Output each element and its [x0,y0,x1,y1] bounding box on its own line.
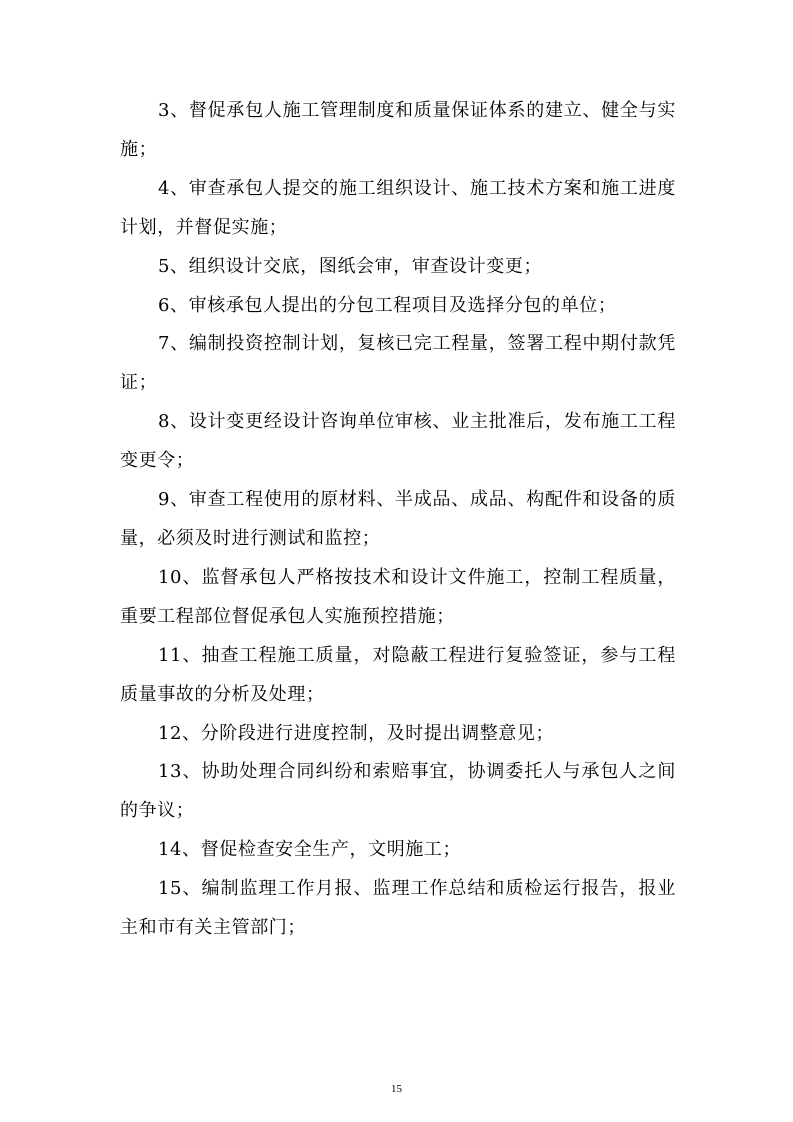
document-body [120,92,676,948]
list-item: 12、分阶段进行进度控制，及时提出调整意见； [158,722,555,744]
list-item: 9、审查工程使用的原材料、半成品、成品、构配件和设备的质量，必须及时进行测试和监控； [120,489,676,549]
list-item: 7、编制投资控制计划，复核已完工程量，签署工程中期付款凭证； [120,333,676,394]
list-item: 10、监督承包人严格按技术和设计文件施工，控制工程质量，重要工程部位督促承包人实施预控措施； [120,566,676,627]
list-item: 13、协助处理合同纠纷和索赔事宜，协调委托人与承包人之间的争议； [120,761,676,822]
list-item: 15、编制监理工作月报、监理工作总结和质检运行报告，报业主和市有关主管部门； [120,878,676,939]
list-item: 5、组织设计交底，图纸会审，审查设计变更； [158,255,543,277]
list-item: 3、督促承包人施工管理制度和质量保证体系的建立、健全与实施； [120,100,676,160]
list-item: 11、抽查工程施工质量，对隐蔽工程进行复验签证，参与工程质量事故的分析及处理； [120,644,676,705]
list-item: 14、督促检查安全生产，文明施工； [158,839,462,861]
list-item: 6、审核承包人提出的分包工程项目及选择分包的单位； [158,294,617,316]
list-item: 4、审查承包人提交的施工组织设计、施工技术方案和施工进度计划，并督促实施； [120,177,676,238]
list-item: 8、设计变更经设计咨询单位审核、业主批准后，发布施工工程变更令； [120,411,676,472]
page-number: 15 [391,1083,402,1095]
